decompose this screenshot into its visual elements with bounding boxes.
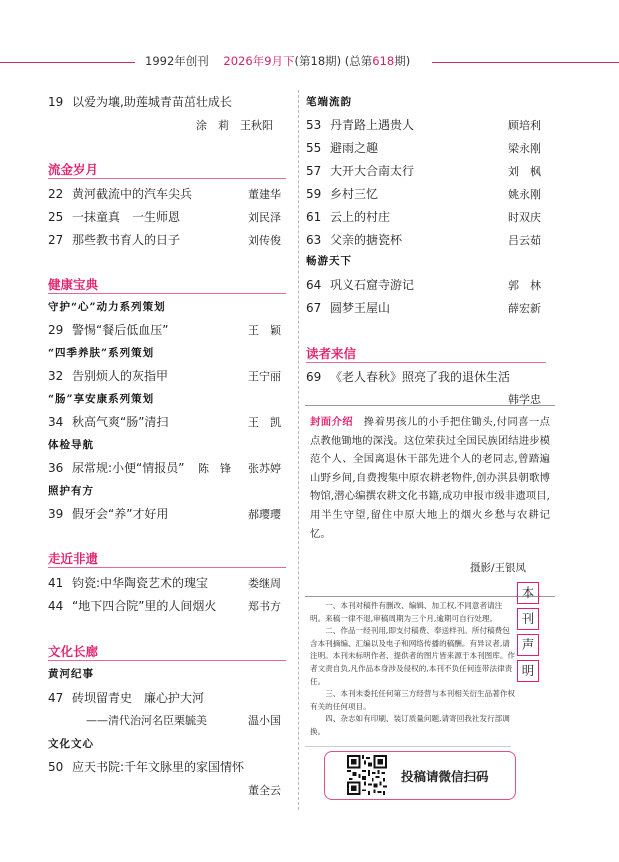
- page-number: 32: [48, 369, 64, 383]
- article-title: 尿常规:小便“情报员”: [72, 461, 185, 475]
- section-rule: [48, 178, 286, 179]
- column-label: “四季养肤”系列策划: [48, 347, 155, 359]
- article-title: 父亲的搪瓷杯: [330, 233, 403, 247]
- page-number: 22: [48, 187, 64, 201]
- issue-month: 9月下: [264, 54, 295, 68]
- section-rule: [306, 362, 546, 363]
- page-number: 41: [48, 576, 64, 590]
- article-title: “地下四合院”里的人间烟火: [72, 599, 217, 613]
- notice-tab: [517, 582, 541, 686]
- column-label: 照护有方: [48, 485, 94, 497]
- article-author: 刘 枫: [508, 165, 541, 178]
- article-author: 郝璎璎: [248, 508, 281, 521]
- notice-text: [310, 600, 516, 739]
- section-title: 健康宝典: [48, 277, 99, 292]
- column-label: 畅游天下: [306, 255, 352, 267]
- page-number: 69: [306, 370, 322, 384]
- section-rule: [48, 293, 286, 294]
- column-divider: [298, 90, 299, 810]
- page-number: 47: [48, 691, 64, 705]
- notice-paragraph: 四、杂志如有印刷、装订质量问题,请寄回我社发行部调换。: [310, 714, 510, 736]
- article-author: 郑书方: [248, 600, 281, 613]
- toc-item[interactable]: [48, 689, 204, 706]
- article-title: 告别烦人的灰指甲: [72, 369, 169, 383]
- issue-number: (第18期): [294, 54, 342, 68]
- toc-item[interactable]: [48, 758, 244, 775]
- page-number: 50: [48, 760, 64, 774]
- toc-item[interactable]: [48, 574, 208, 591]
- article-title: 钧瓷:中华陶瓷艺术的瑰宝: [72, 576, 209, 590]
- page-number: 67: [306, 301, 322, 315]
- article-subtitle: ——清代治河名臣栗毓美: [86, 714, 207, 727]
- article-title: 秋高气爽“肠”清扫: [72, 415, 169, 429]
- article-title: 一抹童真 一生师恩: [72, 210, 181, 224]
- page-number: 36: [48, 461, 64, 475]
- notice-tab-char: 刊: [517, 608, 539, 630]
- page-number: 34: [48, 415, 64, 429]
- article-author: 吕云茹: [508, 234, 541, 247]
- article-author: 梁永刚: [508, 142, 541, 155]
- article-title: 黄河截流中的汽车尖兵: [72, 187, 193, 201]
- founded-label: 1992年创刊: [145, 54, 209, 68]
- toc-item[interactable]: [306, 185, 378, 202]
- page-number: 55: [306, 141, 322, 155]
- notice-paragraph: 三、本刊未委托任何第三方经营与本刊相关衍生品著作权有关的任何项目。: [310, 689, 516, 711]
- article-title: 那些教书育人的日子: [72, 233, 181, 247]
- section-title: 读者来信: [306, 346, 357, 361]
- page-number: 53: [306, 118, 322, 132]
- article-title: 警惕“餐后低血压”: [72, 323, 169, 337]
- page-number: 19: [48, 95, 64, 109]
- page-number: 61: [306, 210, 322, 224]
- article-title: 假牙会“养”才好用: [72, 507, 169, 521]
- toc-item[interactable]: [306, 116, 414, 133]
- toc-item[interactable]: [48, 413, 168, 430]
- section-rule: [48, 567, 286, 568]
- page-number: 63: [306, 233, 322, 247]
- page-number: 39: [48, 507, 64, 521]
- toc-item[interactable]: [48, 93, 232, 110]
- article-author: 温小国: [248, 714, 281, 727]
- issue-year: 2026年: [223, 54, 265, 68]
- column-label: 笔端流韵: [306, 96, 352, 108]
- article-author: 姚永刚: [508, 188, 541, 201]
- column-label: 黄河纪事: [48, 668, 94, 680]
- toc-item[interactable]: [306, 299, 390, 316]
- article-title: 丹青路上遇贵人: [330, 118, 415, 132]
- header-rule-left: [0, 62, 135, 63]
- header-rule-right: [432, 62, 619, 63]
- column-label: 守护“心”动力系列策划: [48, 301, 166, 313]
- column-label: “肠”享安康系列策划: [48, 393, 155, 405]
- notice-tab-char: 声: [517, 634, 539, 656]
- toc-item[interactable]: [48, 321, 168, 338]
- article-authors: 涂 莉 王秋阳: [196, 119, 273, 132]
- cover-intro-text: [310, 413, 550, 543]
- column-label: 文化文心: [48, 738, 94, 750]
- section-title: 流金岁月: [48, 162, 99, 177]
- article-title: 《老人春秋》照亮了我的退休生活: [330, 370, 511, 384]
- column-label: 体检导航: [48, 439, 94, 451]
- notice-tab-char: 明: [517, 660, 539, 682]
- toc-item[interactable]: [306, 162, 414, 179]
- article-title: 巩义石窟寺游记: [330, 278, 415, 292]
- article-title: 砖坝留青史 廉心护大河: [72, 691, 205, 705]
- toc-item[interactable]: [48, 231, 180, 248]
- toc-item[interactable]: [48, 505, 168, 522]
- total-number: 618: [372, 54, 395, 68]
- article-author: 陈 锋: [198, 462, 231, 475]
- notice-paragraph: 一、本刊对稿件有删改、编辑、加工权,不同意者请注明。来稿一律不退,审稿周期为三个月,逾期可自行处理。: [310, 601, 503, 623]
- article-author: 王 凯: [248, 416, 281, 429]
- article-title: 乡村三忆: [330, 187, 379, 201]
- toc-item[interactable]: [48, 208, 180, 225]
- article-author: 顾培利: [508, 119, 541, 132]
- article-author: 时双庆: [508, 211, 541, 224]
- issue-header: [145, 53, 410, 69]
- cover-intro-label: 封面介绍: [310, 416, 354, 428]
- qr-label: 投稿请微信扫码: [401, 769, 489, 784]
- page-number: 64: [306, 278, 322, 292]
- article-author: 薛宏新: [508, 302, 541, 315]
- article-author: 刘传俊: [248, 234, 281, 247]
- toc-item[interactable]: [48, 459, 184, 476]
- total-prefix: (总第: [344, 54, 373, 68]
- section-title: 走近非遗: [48, 551, 99, 566]
- article-title: 圆梦王屋山: [330, 301, 391, 315]
- article-title: 避雨之趣: [330, 141, 379, 155]
- toc-item[interactable]: [306, 208, 390, 225]
- article-title: 云上的村庄: [330, 210, 391, 224]
- toc-item[interactable]: [48, 367, 168, 384]
- toc-item[interactable]: [306, 368, 510, 385]
- qr-code-icon[interactable]: [347, 755, 387, 795]
- article-author: 娄继周: [248, 577, 281, 590]
- toc-item[interactable]: [48, 185, 192, 202]
- article-author: 郭 林: [508, 279, 541, 292]
- article-author: 刘民泽: [248, 211, 281, 224]
- toc-item[interactable]: [48, 597, 216, 614]
- section-title: 文化长廊: [48, 644, 99, 659]
- article-author: 张苏婷: [248, 462, 281, 475]
- article-title: 大开大合南太行: [330, 164, 415, 178]
- article-title: 应天书院:千年文脉里的家国情怀: [72, 760, 245, 774]
- article-author: 董建华: [248, 188, 281, 201]
- article-title: 以爱为壤,助莲城青苗茁壮成长: [72, 95, 232, 109]
- article-author: 韩学忠: [508, 393, 541, 406]
- page-number: 29: [48, 323, 64, 337]
- notice-paragraph: 二、作品一经刊用,即支付稿费、奉送样刊。所付稿费包含本刊摘编、汇编以及电子和网络传播的稿酬。有异议者,请注明。本刊未标明作者、提供者的图片皆来源于本刊图库。作者文责自负,凡作品本身涉及侵权的,本刊不负任何连带法律责任。: [310, 626, 516, 686]
- toc-item[interactable]: [306, 276, 414, 293]
- cover-intro-body: 搀着男孩儿的小手把住锄头,付同喜一点点教他锄地的深浅。这位荣获过全国民族团结进步模范个人、全国离退休干部先进个人的老同志,曾踏遍山野乡间,自费搜集中原农耕老物件,创办淇县朝歌博物馆,潜心编撰农耕文化书籍,成功申报市级非遗项目,用半生守望,留住中原大地上的烟火乡愁与农耕记忆。: [310, 416, 551, 540]
- page-number: 25: [48, 210, 64, 224]
- photo-credit: 摄影/王银凤: [470, 562, 527, 574]
- page-number: 59: [306, 187, 322, 201]
- toc-item[interactable]: [306, 139, 378, 156]
- notice-tab-char: 本: [517, 582, 539, 604]
- total-suffix: 期): [394, 54, 411, 68]
- page-number: 44: [48, 599, 64, 613]
- page-number: 57: [306, 164, 322, 178]
- article-author: 王宁丽: [248, 370, 281, 383]
- article-author: 王 颖: [248, 324, 281, 337]
- toc-item[interactable]: [306, 231, 402, 248]
- section-rule: [48, 660, 286, 661]
- page-number: 27: [48, 233, 64, 247]
- article-author: 董全云: [248, 784, 281, 797]
